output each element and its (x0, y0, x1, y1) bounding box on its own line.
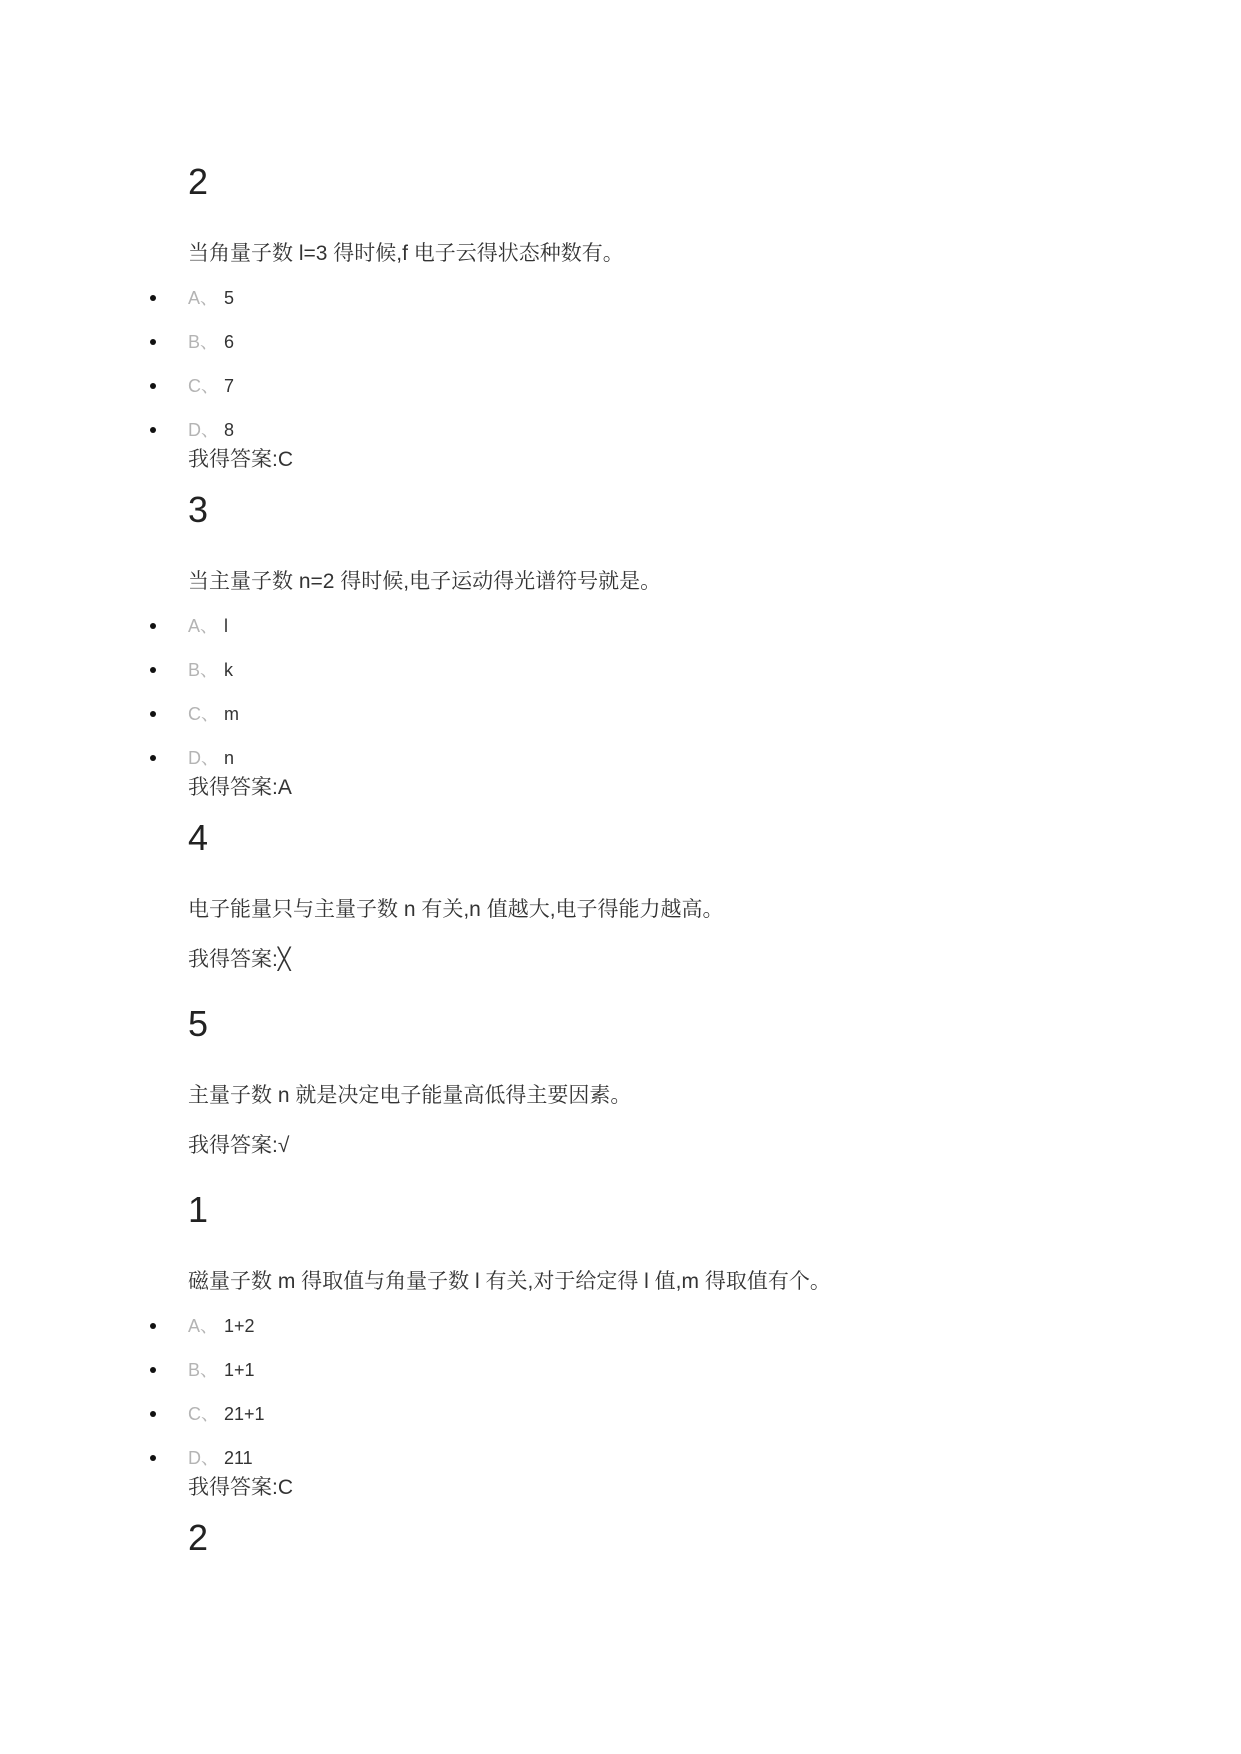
question-stem: 主量子数 n 就是决定电子能量高低得主要因素。 (188, 1084, 632, 1107)
option-letter: C、 (188, 376, 219, 396)
bullet-icon (150, 623, 156, 629)
option-letter: A、 (188, 288, 219, 308)
option-value: 7 (224, 376, 235, 396)
bullet-icon (150, 427, 156, 433)
bullet-icon (150, 295, 156, 301)
option-letter: C、 (188, 704, 219, 724)
option-letter: D、 (188, 420, 219, 440)
option-letter: B、 (188, 332, 219, 352)
question-number: 3 (188, 489, 209, 530)
my-answer: 我得答案:√ (188, 1134, 290, 1157)
option-letter: C、 (188, 1404, 219, 1424)
my-answer: 我得答案:C (188, 448, 293, 471)
question-number: 4 (188, 817, 209, 858)
option-value: k (224, 660, 233, 680)
option-letter: A、 (188, 616, 219, 636)
option-letter: B、 (188, 1360, 219, 1380)
bullet-icon (150, 755, 156, 761)
bullet-icon (150, 383, 156, 389)
question-number: 1 (188, 1189, 209, 1230)
option-letter: B、 (188, 660, 219, 680)
option-value: 5 (224, 288, 235, 308)
bullet-icon (150, 339, 156, 345)
option-letter: D、 (188, 748, 219, 768)
option-value: l (224, 616, 228, 636)
option-value: m (224, 704, 239, 724)
question-stem: 当主量子数 n=2 得时候,电子运动得光谱符号就是。 (188, 570, 662, 593)
question-number: 5 (188, 1003, 209, 1044)
bullet-icon (150, 1455, 156, 1461)
option-value: 21+1 (224, 1404, 265, 1424)
option-value: 6 (224, 332, 235, 352)
option-value: 1+1 (224, 1360, 255, 1380)
question-stem: 当角量子数 l=3 得时候,f 电子云得状态种数有。 (188, 242, 624, 265)
option-value: 211 (224, 1448, 253, 1468)
my-answer: 我得答案:A (188, 776, 292, 799)
question-number: 2 (188, 1517, 209, 1558)
option-letter: D、 (188, 1448, 219, 1468)
question-stem: 电子能量只与主量子数 n 有关,n 值越大,电子得能力越高。 (188, 898, 724, 921)
option-letter: A、 (188, 1316, 219, 1336)
my-answer: 我得答案:C (188, 1476, 293, 1499)
bullet-icon (150, 667, 156, 673)
bullet-icon (150, 1367, 156, 1373)
bullet-icon (150, 1323, 156, 1329)
my-answer: 我得答案:╳ (188, 948, 291, 971)
question-stem: 磁量子数 m 得取值与角量子数 l 有关,对于给定得 l 值,m 得取值有个。 (188, 1270, 831, 1293)
bullet-icon (150, 1411, 156, 1417)
option-value: 1+2 (224, 1316, 255, 1336)
option-value: n (224, 748, 235, 768)
question-number: 2 (188, 161, 209, 202)
bullet-icon (150, 711, 156, 717)
option-value: 8 (224, 420, 235, 440)
